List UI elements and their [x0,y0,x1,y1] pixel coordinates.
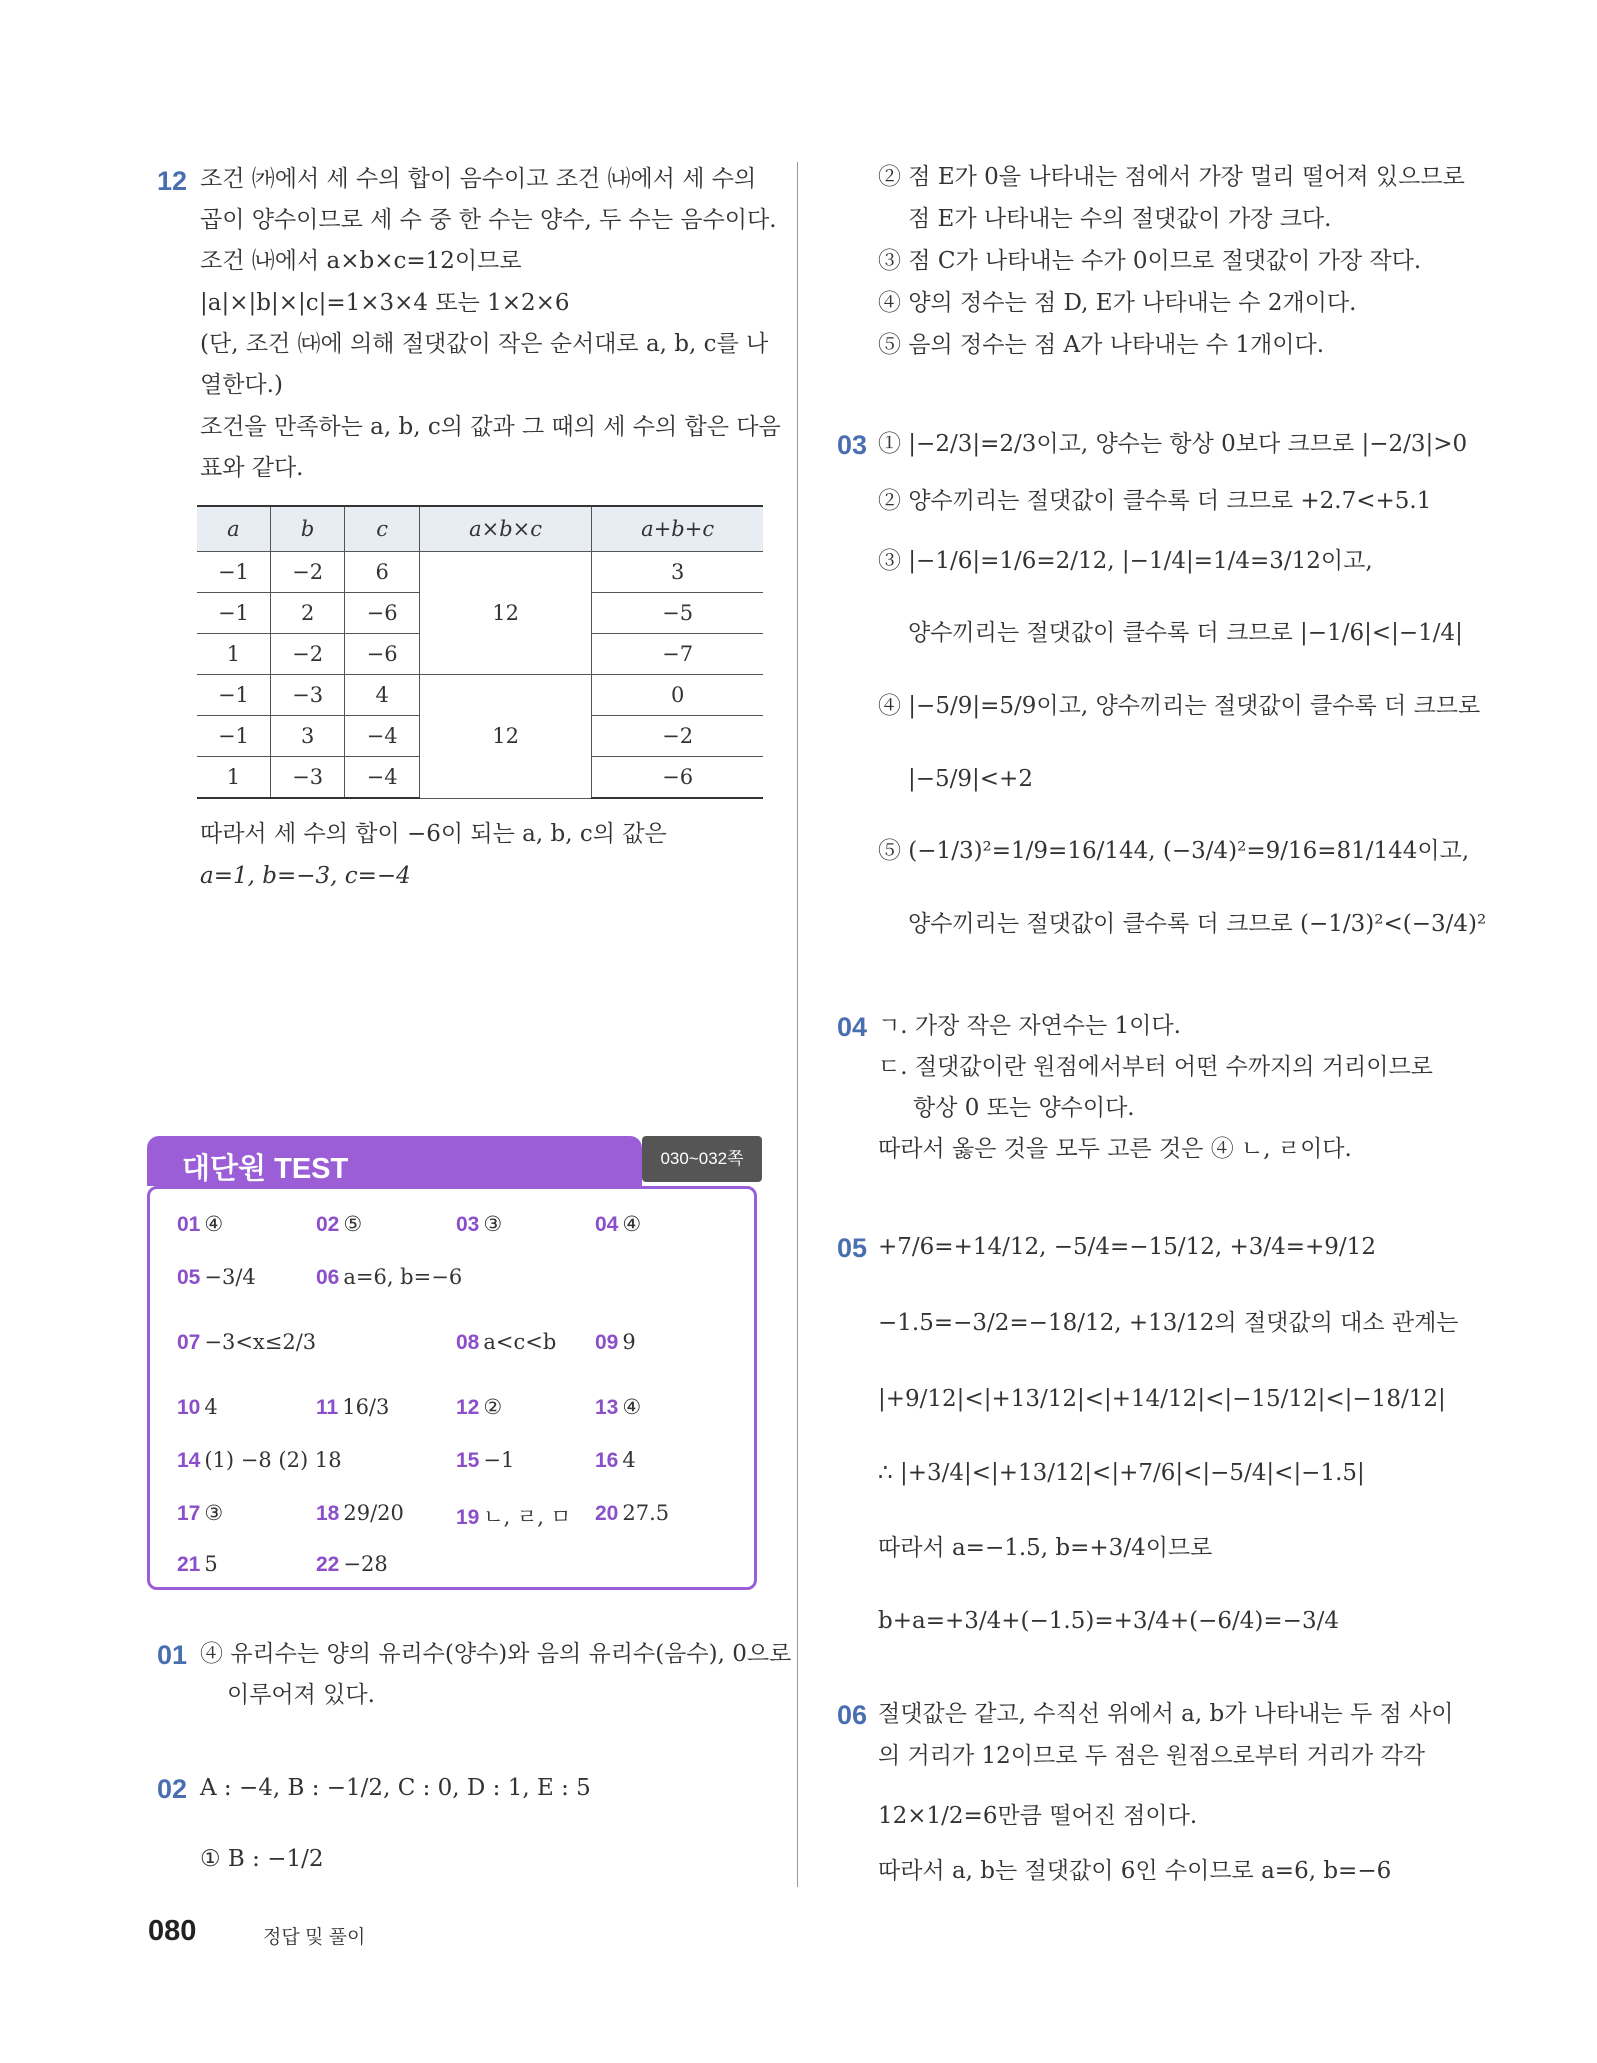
table-cell: −4 [345,716,420,757]
q12-line-2: 곱이 양수이므로 세 수 중 한 수는 양수, 두 수는 음수이다. [200,207,777,233]
q03-line-3: ③ |−1/6|=1/6=2/12, |−1/4|=1/4=3/12이고, [878,548,1373,574]
q02-cont-line-4: ④ 양의 정수는 점 D, E가 나타내는 수 2개이다. [878,290,1357,316]
table-cell: −6 [345,593,420,634]
table-header: a [197,506,270,552]
answer-item: 15 −1 [456,1448,515,1472]
answer-item: 08 a<c<b [456,1330,557,1354]
column-divider [797,162,798,1887]
q12-conclusion-2: a=1, b=−3, c=−4 [200,863,411,889]
q12-line-7: 조건을 만족하는 a, b, c의 값과 그 때의 세 수의 합은 다음 [200,414,781,440]
table-cell-product: 12 [419,552,591,675]
q05-line-6: b+a=+3/4+(−1.5)=+3/4+(−6/4)=−3/4 [878,1608,1339,1634]
table-row [197,552,763,593]
table-cell: 1 [197,757,270,799]
footer-label: 정답 및 풀이 [263,1927,366,1948]
table-cell: −4 [345,757,420,799]
table-header: c [345,506,420,552]
q05-line-2: −1.5=−3/2=−18/12, +13/12의 절댓값의 대소 관계는 [878,1310,1459,1336]
table-cell: 3 [592,552,763,593]
table-cell: 0 [592,675,763,716]
table-cell: 1 [197,634,270,675]
q02-line-2: ① B : −1/2 [200,1846,324,1872]
table-cell: −3 [270,675,345,716]
q04-line-2: ㄷ. 절댓값이란 원점에서부터 어떤 수까지의 거리이므로 [878,1054,1433,1080]
q02-cont-line-1: ② 점 E가 0을 나타내는 점에서 가장 멀리 떨어져 있으므로 [878,164,1465,190]
table-cell: 6 [345,552,420,593]
table-cell: 4 [345,675,420,716]
q05-line-3: |+9/12|<|+13/12|<|+14/12|<|−15/12|<|−18/12| [878,1386,1446,1412]
q04-line-4: 따라서 옳은 것을 모두 고른 것은 ④ ㄴ, ㄹ이다. [878,1136,1352,1162]
q06-number: 06 [837,1700,868,1730]
answer-item: 16 4 [595,1448,636,1472]
answer-item: 11 16/3 [316,1395,390,1419]
q01-number: 01 [157,1640,188,1670]
q02-cont-line-5: ⑤ 음의 정수는 점 A가 나타내는 수 1개이다. [878,332,1325,358]
table-header: b [270,506,345,552]
q03-line-2: ② 양수끼리는 절댓값이 클수록 더 크므로 +2.7<+5.1 [878,488,1432,514]
q05-line-5: 따라서 a=−1.5, b=+3/4이므로 [878,1535,1213,1561]
q05-line-1: +7/6=+14/12, −5/4=−15/12, +3/4=+9/12 [878,1234,1376,1260]
table-cell: −1 [197,552,270,593]
test-answer-box [147,1186,757,1590]
table-cell: −2 [592,716,763,757]
table-cell: −1 [197,593,270,634]
q12-conclusion-1: 따라서 세 수의 합이 −6이 되는 a, b, c의 값은 [200,821,667,847]
table-cell: −7 [592,634,763,675]
table-cell: −5 [592,593,763,634]
table-header: a×b×c [419,506,591,552]
table-cell: 2 [270,593,345,634]
answer-item: 02 ⑤ [316,1212,363,1236]
q12-line-6: 열한다.) [200,372,283,398]
q01-line-2: 이루어져 있다. [227,1682,375,1708]
answer-item: 09 9 [595,1330,636,1354]
answer-item: 03 ③ [456,1212,503,1236]
answer-item: 13 ④ [595,1395,642,1419]
q06-line-3: 12×1/2=6만큼 떨어진 점이다. [878,1803,1198,1829]
answer-item: 22 −28 [316,1552,388,1576]
q12-line-5: (단, 조건 ㈐에 의해 절댓값이 작은 순서대로 a, b, c를 나 [200,331,769,357]
q12-line-1: 조건 ㈎에서 세 수의 합이 음수이고 조건 ㈏에서 세 수의 [200,166,757,192]
q03-line-7: ⑤ (−1/3)²=1/9=16/144, (−3/4)²=9/16=81/144이고, [878,838,1470,864]
test-title: 대단원 TEST [182,1153,349,1185]
q06-line-2: 의 거리가 12이므로 두 점은 원점으로부터 거리가 각각 [878,1743,1426,1769]
table-row [197,675,763,716]
q05-line-4: ∴ |+3/4|<|+13/12|<|+7/6|<|−5/4|<|−1.5| [878,1460,1365,1486]
answer-item: 20 27.5 [595,1501,670,1525]
q04-number: 04 [837,1012,868,1042]
q03-number: 03 [837,430,868,460]
q02-number: 02 [157,1774,188,1804]
table-cell: −6 [345,634,420,675]
table-cell-product: 12 [419,675,591,799]
q04-line-3: 항상 0 또는 양수이다. [913,1095,1135,1121]
q03-line-5: ④ |−5/9|=5/9이고, 양수끼리는 절댓값이 클수록 더 크므로 [878,693,1481,719]
q03-line-1: ① |−2/3|=2/3이고, 양수는 항상 0보다 크므로 |−2/3|>0 [878,431,1468,457]
q02-cont-line-2: 점 E가 나타내는 수의 절댓값이 가장 크다. [908,206,1332,232]
table-cell: −1 [197,675,270,716]
answer-item: 05 −3/4 [177,1265,256,1289]
table-cell: −2 [270,552,345,593]
q06-line-1: 절댓값은 같고, 수직선 위에서 a, b가 나타내는 두 점 사이 [878,1701,1454,1727]
answer-item: 04 ④ [595,1212,642,1236]
values-table [197,505,763,799]
q12-number: 12 [157,166,188,196]
q03-line-8: 양수끼리는 절댓값이 클수록 더 크므로 (−1/3)²<(−3/4)² [908,911,1487,937]
q03-line-6: |−5/9|<+2 [908,766,1033,792]
page-number: 080 [148,1915,197,1947]
q01-line-1: ④ 유리수는 양의 유리수(양수)와 음의 유리수(음수), 0으로 [200,1641,792,1667]
q03-line-4: 양수끼리는 절댓값이 클수록 더 크므로 |−1/6|<|−1/4| [908,620,1463,646]
answer-item: 06 a=6, b=−6 [316,1265,463,1289]
answer-item: 12 ② [456,1395,503,1419]
q02-line-1: A : −4, B : −1/2, C : 0, D : 1, E : 5 [200,1775,591,1801]
answer-item: 07 −3<x≤2/3 [177,1330,317,1354]
answer-item: 18 29/20 [316,1501,404,1525]
table-header-row [197,506,763,552]
answer-item: 19 ㄴ, ㄹ, ㅁ [456,1505,571,1529]
q06-line-4: 따라서 a, b는 절댓값이 6인 수이므로 a=6, b=−6 [878,1858,1392,1884]
q04-line-1: ㄱ. 가장 작은 자연수는 1이다. [878,1013,1181,1039]
q12-line-8: 표와 같다. [200,455,304,481]
table-cell: −3 [270,757,345,799]
answer-item: 14 (1) −8 (2) 18 [177,1448,342,1472]
answer-item: 01 ④ [177,1212,224,1236]
table-cell: −2 [270,634,345,675]
table-cell: 3 [270,716,345,757]
q02-cont-line-3: ③ 점 C가 나타내는 수가 0이므로 절댓값이 가장 작다. [878,248,1422,274]
q12-line-4: |a|×|b|×|c|=1×3×4 또는 1×2×6 [200,290,570,316]
q05-number: 05 [837,1233,868,1263]
q12-line-3: 조건 ㈏에서 a×b×c=12이므로 [200,248,522,274]
table-header: a+b+c [592,506,763,552]
answer-item: 21 5 [177,1552,218,1576]
table-cell: −6 [592,757,763,799]
answer-item: 10 4 [177,1395,218,1419]
test-page-range: 030~032쪽 [642,1136,762,1182]
answer-item: 17 ③ [177,1501,224,1525]
table-cell: −1 [197,716,270,757]
